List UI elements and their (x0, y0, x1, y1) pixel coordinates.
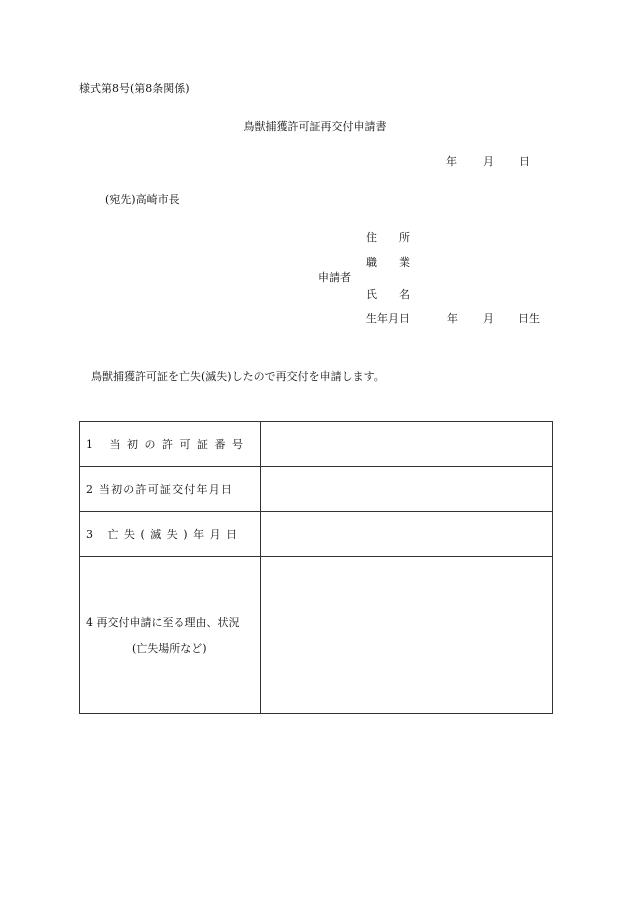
loss-date-field[interactable] (261, 512, 553, 557)
birthdate-label: 生年月日 (366, 312, 410, 325)
table-row (80, 557, 553, 714)
occupation-label: 職 業 (366, 256, 410, 269)
reissue-reason-subtitle: (亡失場所など) (132, 642, 207, 655)
original-issue-date-label: 2 当初の許可証交付年月日 (80, 467, 261, 512)
reissue-reason-field[interactable] (261, 557, 553, 714)
reissue-reason-title: 4 再交付申請に至る理由、状況 (86, 616, 240, 629)
application-date (446, 156, 530, 167)
date-month-label: 月 (483, 155, 494, 168)
application-details-table (79, 421, 553, 714)
application-statement: 鳥獣捕獲許可証を亡失(滅失)したので再交付を申請します。 (91, 370, 385, 383)
addressee: (宛先)高崎市長 (105, 193, 180, 206)
loss-date-label: 3 亡失(滅失)年月日 (80, 512, 261, 557)
table-row (80, 422, 553, 467)
name-label: 氏 名 (366, 288, 410, 301)
address-label: 住 所 (366, 231, 410, 244)
birth-year-label: 年 (447, 312, 458, 325)
birth-day-label: 日生 (518, 312, 540, 325)
table-row (80, 512, 553, 557)
document-title: 鳥獣捕獲許可証再交付申請書 (243, 120, 387, 133)
original-permit-number-field[interactable] (261, 422, 553, 467)
applicant-label: 申請者 (318, 271, 351, 284)
original-issue-date-field[interactable] (261, 467, 553, 512)
table-row (80, 467, 553, 512)
date-day-label: 日 (519, 155, 530, 168)
original-permit-number-label: 1 当初の許可証番号 (80, 422, 261, 467)
date-year-label: 年 (446, 155, 457, 168)
birth-month-label: 月 (483, 312, 494, 325)
reissue-reason-label (80, 557, 261, 714)
form-number: 様式第8号(第8条関係) (79, 82, 190, 95)
